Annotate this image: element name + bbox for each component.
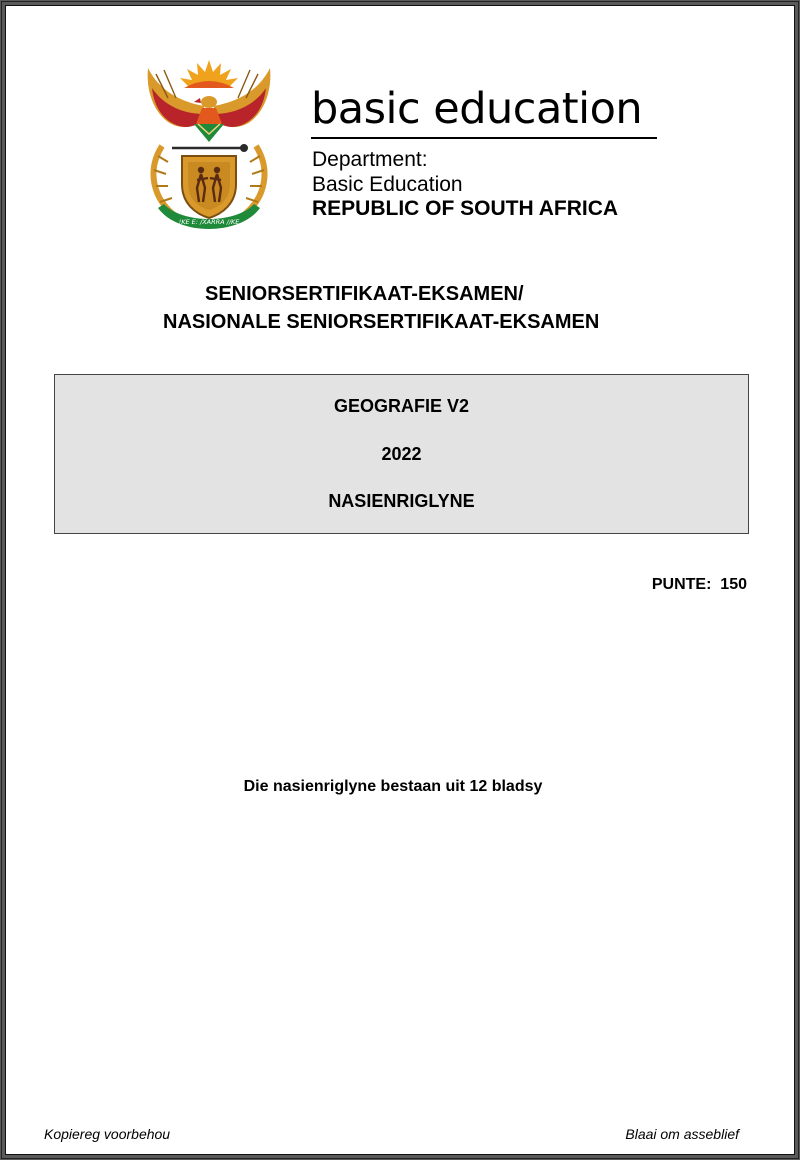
page-count-note: Die nasienriglyne bestaan uit 12 bladsy <box>243 778 543 795</box>
brand-title: basic education <box>311 84 643 134</box>
exam-year: 2022 <box>381 444 422 464</box>
total-marks: PUNTE: 150 <box>651 576 747 593</box>
shield-icon <box>182 156 236 218</box>
brand-underline <box>311 137 657 139</box>
country-name: REPUBLIC OF SOUTH AFRICA <box>312 197 619 220</box>
subject-title: GEOGRAFIE V2 <box>333 396 470 416</box>
title-box <box>54 374 749 534</box>
department-label: Department: <box>312 148 428 171</box>
exam-title-line1: SENIORSERTIFIKAAT-EKSAMEN/ <box>205 283 524 305</box>
department-name: Basic Education <box>312 173 463 196</box>
protea-icon <box>194 124 224 142</box>
turn-over-notice: Blaai om asseblief <box>625 1126 739 1142</box>
sun-icon <box>180 60 238 88</box>
svg-text:!KE E: /XARRA //KE: !KE E: /XARRA //KE <box>178 218 240 226</box>
exam-title-line2: NASIONALE SENIORSERTIFIKAAT-EKSAMEN <box>163 311 600 333</box>
document-type: NASIENRIGLYNE <box>328 491 475 511</box>
coat-of-arms-logo <box>138 58 280 236</box>
copyright-notice: Kopiereg voorbehou <box>44 1126 171 1142</box>
